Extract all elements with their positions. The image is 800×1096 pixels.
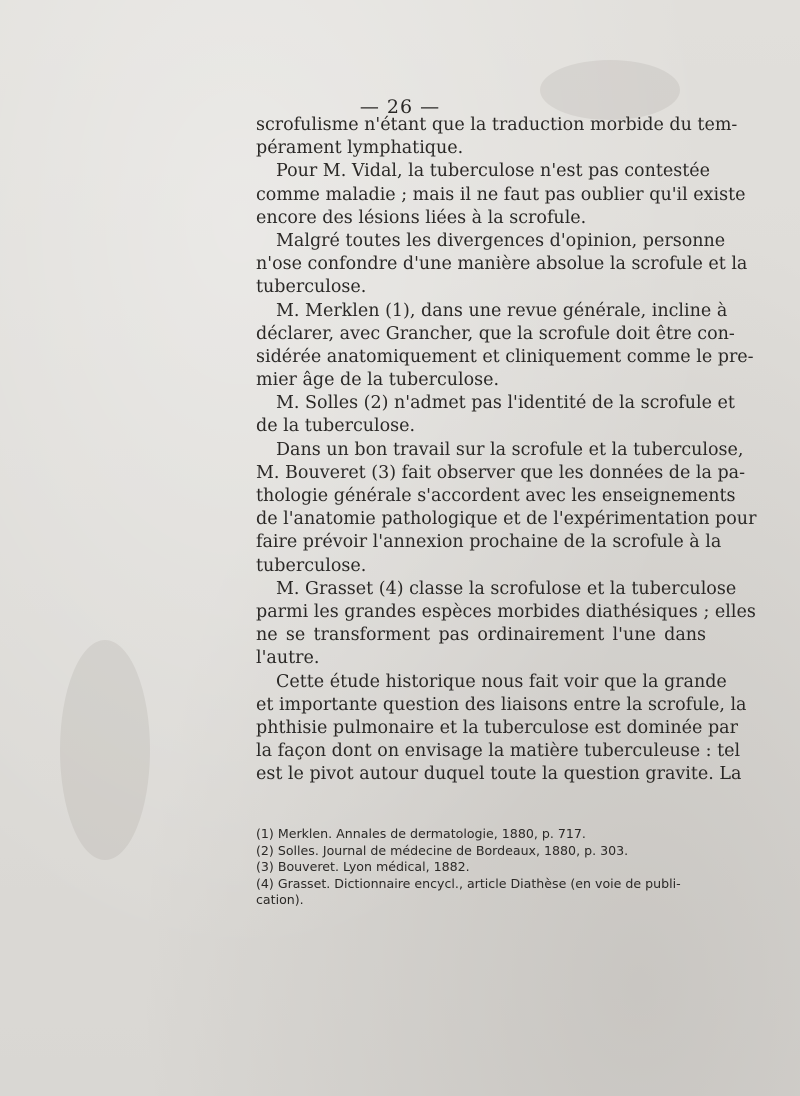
text-line: de l'anatomie pathologique et de l'expérimentation pour: [256, 509, 757, 530]
footnotes: [256, 826, 706, 909]
footnote: cation).: [256, 892, 304, 908]
text-line: phthisie pulmonaire et la tuberculose est dominée par: [256, 717, 738, 738]
text-line: thologie générale s'accordent avec les enseignements: [256, 486, 736, 506]
text-line: parmi les grandes espèces morbides diathésiques ; elles: [256, 601, 756, 622]
text-line: encore des lésions liées à la scrofule.: [256, 207, 587, 228]
text-line: M. Solles (2) n'admet pas l'identité de la scrofule et: [276, 393, 735, 414]
text-line: comme maladie ; mais il ne faut pas oublier qu'il existe: [256, 184, 746, 205]
text-line: la façon dont on envisage la matière tuberculeuse : tel: [256, 741, 741, 762]
text-line: de la tuberculose.: [256, 416, 416, 437]
text-line: tuberculose.: [256, 555, 367, 576]
text-line: Cette étude historique nous fait voir que la grande: [276, 671, 727, 692]
footnote: (3) Bouveret. Lyon médical, 1882.: [256, 859, 470, 875]
text-line: et importante question des liaisons entre la scrofule, la: [256, 694, 747, 715]
text-line: n'ose confondre d'une manière absolue la scrofule et la: [256, 254, 748, 275]
footnote: (1) Merklen. Annales de dermatologie, 1880, p. 717.: [256, 826, 586, 841]
text-line: ne se transforment pas ordinairement l'une dans: [256, 625, 706, 646]
text-line: Dans un bon travail sur la scrofule et la tuberculose,: [276, 439, 744, 460]
paper-stain: [60, 640, 150, 860]
text-line: faire prévoir l'annexion prochaine de la scrofule à la: [256, 532, 722, 553]
text-line: scrofulisme n'étant que la traduction morbide du tem-: [256, 115, 738, 135]
text-line: Pour M. Vidal, la tuberculose n'est pas contestée: [276, 161, 710, 182]
footnote: (2) Solles. Journal de médecine de Bordeaux, 1880, p. 303.: [256, 842, 629, 858]
text-line: M. Bouveret (3) fait observer que les données de la pa-: [256, 462, 746, 483]
text-line: l'autre.: [256, 648, 320, 669]
text-line: mier âge de la tuberculose.: [256, 370, 500, 391]
text-line: déclarer, avec Grancher, que la scrofule doit être con-: [256, 323, 735, 344]
text-line: est le pivot autour duquel toute la question gravite. La: [256, 764, 742, 785]
page-number: — 26 —: [359, 96, 441, 118]
text-line: pérament lymphatique.: [256, 138, 464, 159]
text-line: tuberculose.: [256, 277, 367, 298]
body-text: [256, 114, 757, 786]
text-line: M. Grasset (4) classe la scrofulose et la tuberculose: [276, 578, 737, 599]
text-line: Malgré toutes les divergences d'opinion, personne: [276, 230, 726, 251]
text-line: M. Merklen (1), dans une revue générale, incline à: [276, 300, 728, 321]
footnote: (4) Grasset. Dictionnaire encycl., article Diathèse (en voie de publi-: [256, 875, 681, 891]
text-line: sidérée anatomiquement et cliniquement comme le pre-: [256, 346, 754, 367]
